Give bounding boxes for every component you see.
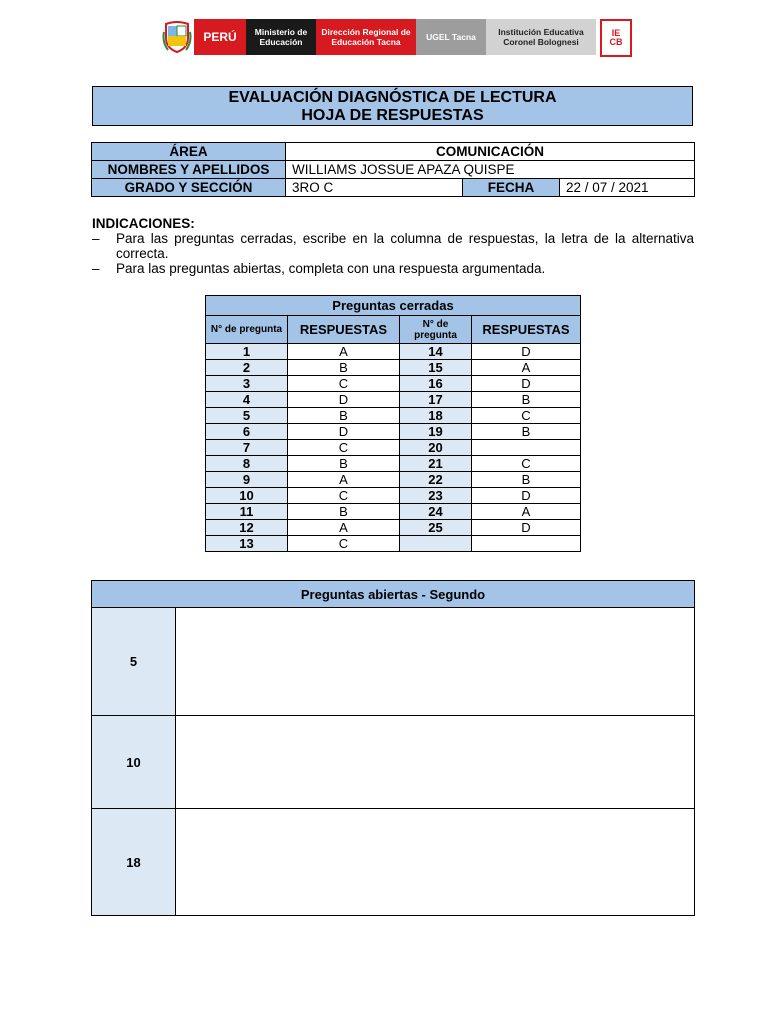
answer-cell[interactable]: B [288, 360, 400, 376]
closed-questions-title: Preguntas cerradas [206, 296, 581, 316]
closed-answer-row [206, 440, 581, 456]
answer-cell[interactable]: B [288, 456, 400, 472]
answer-cell[interactable]: D [288, 392, 400, 408]
answer-cell[interactable]: B [472, 424, 581, 440]
closed-answer-row [206, 360, 581, 376]
answer-cell[interactable]: A [472, 360, 581, 376]
question-number: 12 [206, 520, 288, 536]
question-number: 14 [400, 344, 472, 360]
open-question-number: 5 [92, 608, 176, 716]
open-question-number: 18 [92, 809, 176, 916]
answer-cell[interactable]: C [472, 408, 581, 424]
question-number: 20 [400, 440, 472, 456]
ministry-label: Ministerio de Educación [246, 19, 316, 55]
closed-answer-row [206, 376, 581, 392]
question-number: 17 [400, 392, 472, 408]
answer-cell[interactable] [472, 440, 581, 456]
question-number: 16 [400, 376, 472, 392]
answer-cell[interactable]: D [288, 424, 400, 440]
question-number: 23 [400, 488, 472, 504]
names-label: NOMBRES Y APELLIDOS [92, 161, 286, 179]
answer-cell[interactable]: C [472, 456, 581, 472]
closed-answer-row [206, 344, 581, 360]
peru-label: PERÚ [194, 19, 246, 55]
grade-label: GRADO Y SECCIÓN [92, 179, 286, 197]
answer-cell[interactable]: D [472, 488, 581, 504]
question-number: 18 [400, 408, 472, 424]
title-line-1: EVALUACIÓN DIAGNÓSTICA DE LECTURA [228, 89, 557, 106]
closed-answer-row [206, 424, 581, 440]
institution-logo-bottom: CB [609, 37, 623, 47]
open-questions-table [91, 580, 695, 916]
indication-item: – Para las preguntas abiertas, completa con una respuesta argumentada. [92, 261, 694, 276]
question-number: 1 [206, 344, 288, 360]
answers-header: RESPUESTAS [472, 316, 581, 344]
closed-answer-row [206, 520, 581, 536]
number-header: N° de pregunta [206, 316, 288, 344]
answer-cell[interactable]: B [288, 408, 400, 424]
closed-answer-row [206, 456, 581, 472]
open-answer-field[interactable] [176, 716, 695, 809]
question-number: 8 [206, 456, 288, 472]
question-number: 3 [206, 376, 288, 392]
peru-coat-of-arms-icon [160, 19, 194, 55]
question-number: 13 [206, 536, 288, 552]
question-number: 7 [206, 440, 288, 456]
indication-item: – Para las preguntas cerradas, escribe en la columna de respuestas, la letra de la alternativa correcta. [92, 231, 694, 261]
question-number: 5 [206, 408, 288, 424]
indication-text: Para las preguntas cerradas, escribe en la columna de respuestas, la letra de la alternativa correcta. [116, 231, 694, 261]
answer-cell[interactable]: A [288, 472, 400, 488]
institution-logo-icon [600, 19, 632, 57]
answer-cell[interactable]: A [472, 504, 581, 520]
indication-text: Para las preguntas abiertas, completa con una respuesta argumentada. [116, 261, 546, 276]
question-number: 24 [400, 504, 472, 520]
student-info-table [91, 142, 695, 197]
closed-answer-row [206, 504, 581, 520]
closed-answer-row [206, 408, 581, 424]
question-number [400, 536, 472, 552]
area-label: ÁREA [92, 143, 286, 161]
answer-cell[interactable]: B [288, 504, 400, 520]
date-label: FECHA [463, 179, 560, 197]
answers-header: RESPUESTAS [288, 316, 400, 344]
answer-cell[interactable]: A [288, 344, 400, 360]
title-line-2: HOJA DE RESPUESTAS [301, 107, 484, 124]
answer-cell[interactable]: D [472, 344, 581, 360]
answer-cell[interactable]: D [472, 520, 581, 536]
question-number: 2 [206, 360, 288, 376]
names-value: WILLIAMS JOSSUE APAZA QUISPE [286, 161, 695, 179]
regional-direction-label: Dirección Regional de Educación Tacna [316, 19, 416, 55]
area-value: COMUNICACIÓN [286, 143, 695, 161]
answer-cell[interactable]: B [472, 392, 581, 408]
document-title [92, 86, 693, 126]
answer-cell[interactable]: D [472, 376, 581, 392]
indications [92, 216, 694, 276]
number-header: N° de pregunta [400, 316, 472, 344]
answer-cell[interactable]: C [288, 488, 400, 504]
question-number: 25 [400, 520, 472, 536]
closed-answer-row [206, 488, 581, 504]
question-number: 21 [400, 456, 472, 472]
open-answer-field[interactable] [176, 809, 695, 916]
indications-title: INDICACIONES: [92, 216, 195, 231]
closed-answer-row [206, 536, 581, 552]
answer-cell[interactable]: B [472, 472, 581, 488]
grade-value: 3RO C [286, 179, 463, 197]
question-number: 6 [206, 424, 288, 440]
question-number: 4 [206, 392, 288, 408]
answer-cell[interactable]: C [288, 376, 400, 392]
open-answer-field[interactable] [176, 608, 695, 716]
answer-cell[interactable]: C [288, 536, 400, 552]
answer-cell[interactable] [472, 536, 581, 552]
open-question-number: 10 [92, 716, 176, 809]
open-questions-title: Preguntas abiertas - Segundo [92, 581, 695, 608]
closed-answer-row [206, 392, 581, 408]
header-banner [160, 19, 632, 55]
question-number: 15 [400, 360, 472, 376]
question-number: 9 [206, 472, 288, 488]
institution-label: Institución Educativa Coronel Bolognesi [486, 19, 596, 55]
question-number: 22 [400, 472, 472, 488]
date-value: 22 / 07 / 2021 [560, 179, 695, 197]
ugel-label: UGEL Tacna [416, 19, 486, 55]
question-number: 11 [206, 504, 288, 520]
institution-logo-top: IE [611, 28, 621, 38]
question-number: 10 [206, 488, 288, 504]
answer-cell[interactable]: A [288, 520, 400, 536]
answer-cell[interactable]: C [288, 440, 400, 456]
closed-questions-table [205, 295, 581, 552]
question-number: 19 [400, 424, 472, 440]
closed-answer-row [206, 472, 581, 488]
